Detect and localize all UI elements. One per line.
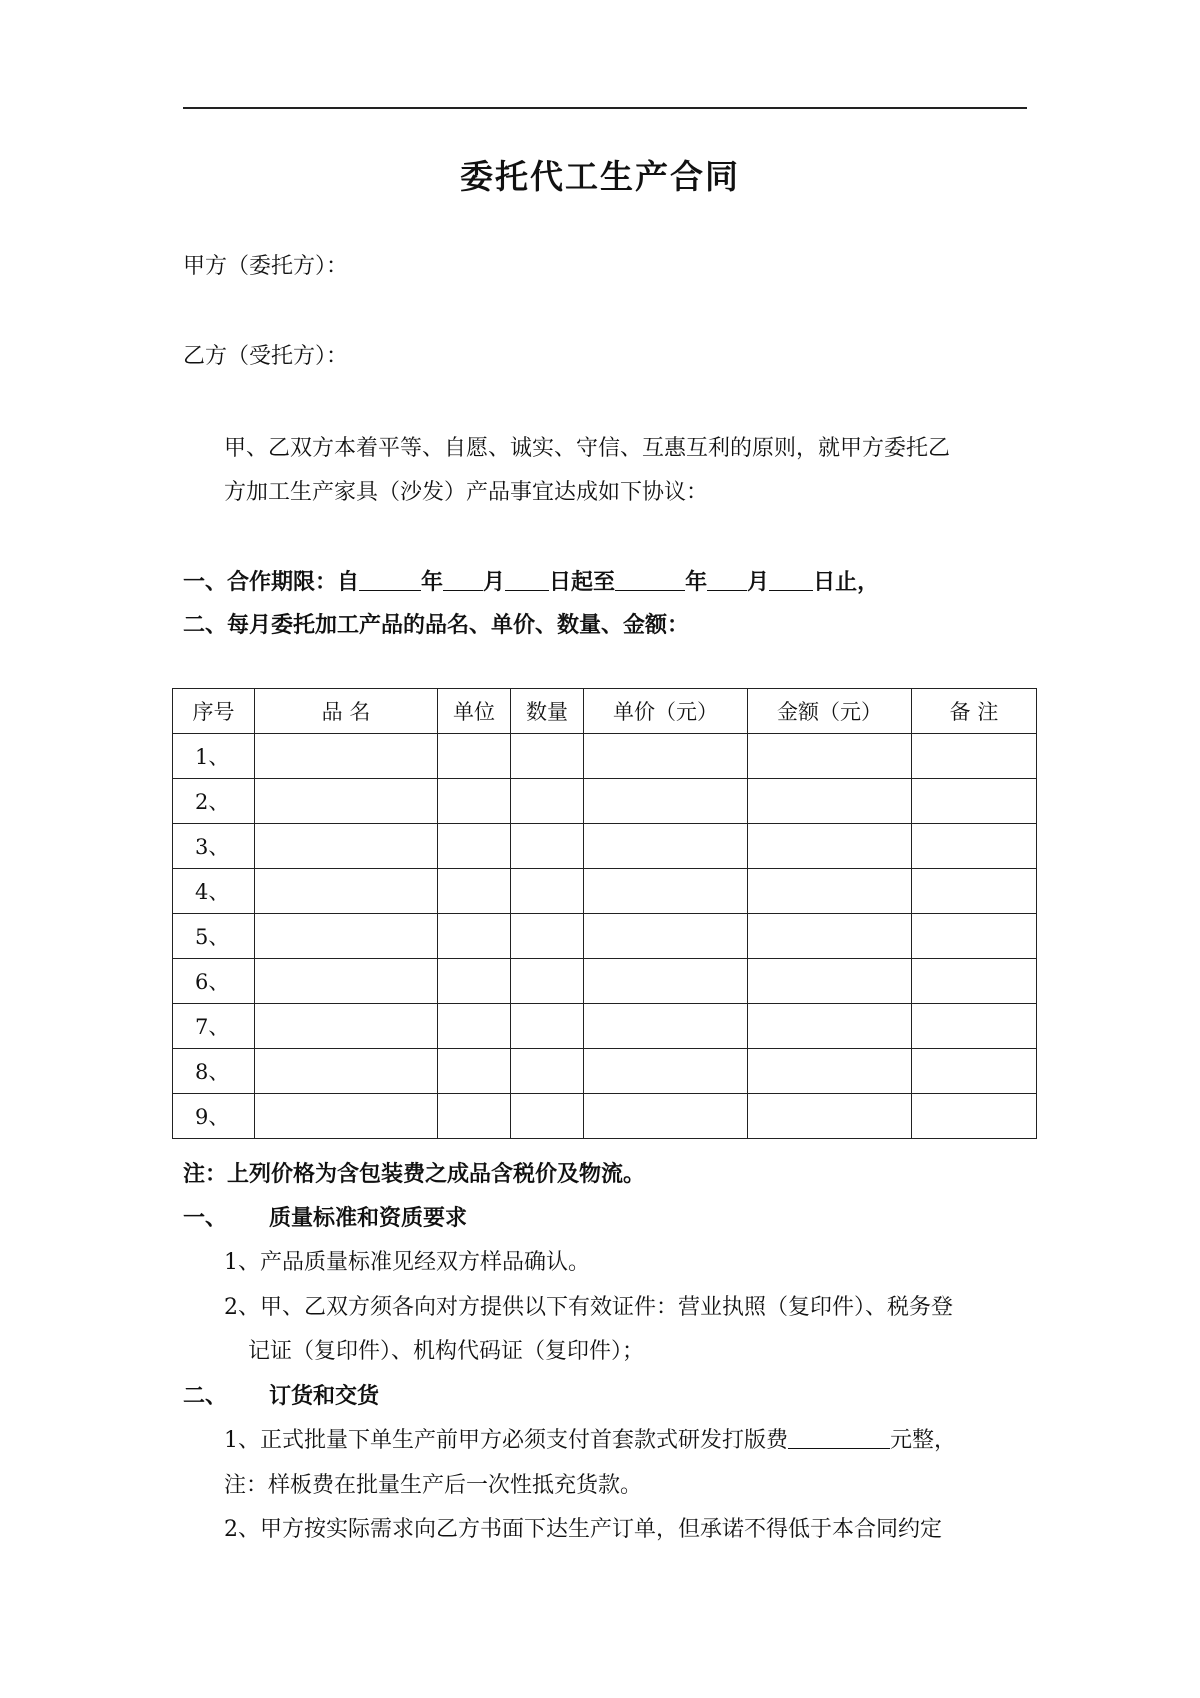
- product-name-cell[interactable]: [255, 734, 438, 779]
- amount-cell[interactable]: [748, 824, 912, 869]
- term-clause: [183, 567, 879, 599]
- unit-cell[interactable]: [438, 1049, 511, 1094]
- row-seq-cell: 7、: [173, 1004, 255, 1049]
- term-month-2: 月: [747, 570, 770, 595]
- quantity-cell[interactable]: [511, 1049, 584, 1094]
- remarks-cell[interactable]: [912, 869, 1037, 914]
- table-row: [173, 824, 1037, 869]
- remarks-cell[interactable]: [912, 1094, 1037, 1139]
- unit-price-cell[interactable]: [584, 824, 748, 869]
- quality-item-2-line-1: 2、甲、乙双方须各向对方提供以下有效证件：营业执照（复印件）、税务登: [224, 1295, 953, 1320]
- amount-cell[interactable]: [748, 734, 912, 779]
- table-row: [173, 1004, 1037, 1049]
- products-table: [172, 688, 1037, 1139]
- quantity-cell[interactable]: [511, 914, 584, 959]
- intro-line-1: 甲、乙双方本着平等、自愿、诚实、守信、互惠互利的原则，就甲方委托乙: [224, 436, 951, 461]
- section-order-title: 订货和交货: [269, 1384, 380, 1409]
- header-remarks: 备 注: [912, 689, 1037, 734]
- intro-line-2: 方加工生产家具（沙发）产品事宜达成如下协议：: [224, 480, 709, 505]
- header-amount: 金额（元）: [748, 689, 912, 734]
- amount-cell[interactable]: [748, 779, 912, 824]
- remarks-cell[interactable]: [912, 1004, 1037, 1049]
- unit-price-cell[interactable]: [584, 1049, 748, 1094]
- amount-cell[interactable]: [748, 1094, 912, 1139]
- section-order-heading: [183, 1381, 379, 1413]
- term-label: 一、合作期限：自: [183, 570, 360, 595]
- order-item-1-line-1: [224, 1425, 956, 1457]
- end-day-blank[interactable]: [769, 568, 813, 591]
- term-day-from: 日起至: [549, 570, 616, 595]
- unit-cell[interactable]: [438, 869, 511, 914]
- remarks-cell[interactable]: [912, 959, 1037, 1004]
- start-month-blank[interactable]: [443, 568, 483, 591]
- header-unit-price: 单价（元）: [584, 689, 748, 734]
- header-unit: 单位: [438, 689, 511, 734]
- table-header-row: [173, 689, 1037, 734]
- header-quantity: 数量: [511, 689, 584, 734]
- term-year-1: 年: [421, 570, 444, 595]
- quantity-cell[interactable]: [511, 1004, 584, 1049]
- unit-cell[interactable]: [438, 824, 511, 869]
- row-seq-cell: 2、: [173, 779, 255, 824]
- quantity-cell[interactable]: [511, 779, 584, 824]
- party-a-label: 甲方（委托方）：: [183, 254, 349, 279]
- table-row: [173, 914, 1037, 959]
- order-item-1-text: 1、正式批量下单生产前甲方必须支付首套款式研发打版费: [224, 1428, 788, 1453]
- section-order-number: 二、: [183, 1384, 228, 1409]
- amount-cell[interactable]: [748, 1004, 912, 1049]
- product-name-cell[interactable]: [255, 1004, 438, 1049]
- product-name-cell[interactable]: [255, 779, 438, 824]
- quantity-cell[interactable]: [511, 959, 584, 1004]
- remarks-cell[interactable]: [912, 1049, 1037, 1094]
- unit-cell[interactable]: [438, 914, 511, 959]
- table-row: [173, 1049, 1037, 1094]
- table-row: [173, 734, 1037, 779]
- product-name-cell[interactable]: [255, 959, 438, 1004]
- end-month-blank[interactable]: [707, 568, 747, 591]
- amount-cell[interactable]: [748, 1049, 912, 1094]
- remarks-cell[interactable]: [912, 824, 1037, 869]
- header-product-name: 品 名: [255, 689, 438, 734]
- contract-title: 委托代工生产合同: [460, 157, 740, 196]
- section-quality-heading: [183, 1203, 467, 1235]
- quantity-cell[interactable]: [511, 734, 584, 779]
- table-row: [173, 1094, 1037, 1139]
- amount-cell[interactable]: [748, 959, 912, 1004]
- amount-cell[interactable]: [748, 869, 912, 914]
- unit-price-cell[interactable]: [584, 734, 748, 779]
- row-seq-cell: 6、: [173, 959, 255, 1004]
- term-year-2: 年: [685, 570, 708, 595]
- section-quality-title: 质量标准和资质要求: [269, 1206, 468, 1231]
- row-seq-cell: 5、: [173, 914, 255, 959]
- table-row: [173, 869, 1037, 914]
- row-seq-cell: 3、: [173, 824, 255, 869]
- table-row: [173, 779, 1037, 824]
- unit-price-cell[interactable]: [584, 779, 748, 824]
- products-heading: 二、每月委托加工产品的品名、单价、数量、金额：: [183, 613, 690, 638]
- quality-item-1: 1、产品质量标准见经双方样品确认。: [224, 1250, 590, 1275]
- row-seq-cell: 9、: [173, 1094, 255, 1139]
- order-item-2-line-1: 2、甲方按实际需求向乙方书面下达生产订单，但承诺不得低于本合同约定: [224, 1517, 942, 1542]
- row-seq-cell: 4、: [173, 869, 255, 914]
- remarks-cell[interactable]: [912, 914, 1037, 959]
- unit-cell[interactable]: [438, 959, 511, 1004]
- product-name-cell[interactable]: [255, 1094, 438, 1139]
- unit-price-cell[interactable]: [584, 914, 748, 959]
- unit-cell[interactable]: [438, 1094, 511, 1139]
- unit-price-cell[interactable]: [584, 1004, 748, 1049]
- price-note: 注：上列价格为含包装费之成品含税价及物流。: [183, 1162, 646, 1187]
- row-seq-cell: 1、: [173, 734, 255, 779]
- end-year-blank[interactable]: [615, 568, 685, 591]
- quantity-cell[interactable]: [511, 824, 584, 869]
- unit-cell[interactable]: [438, 779, 511, 824]
- start-year-blank[interactable]: [359, 568, 421, 591]
- unit-price-cell[interactable]: [584, 959, 748, 1004]
- term-month-1: 月: [483, 570, 506, 595]
- unit-cell[interactable]: [438, 1004, 511, 1049]
- remarks-cell[interactable]: [912, 779, 1037, 824]
- unit-cell[interactable]: [438, 734, 511, 779]
- quantity-cell[interactable]: [511, 869, 584, 914]
- quantity-cell[interactable]: [511, 1094, 584, 1139]
- table-row: [173, 959, 1037, 1004]
- row-seq-cell: 8、: [173, 1049, 255, 1094]
- quality-item-2-line-2: 记证（复印件）、机构代码证（复印件）；: [248, 1339, 645, 1364]
- product-name-cell[interactable]: [255, 914, 438, 959]
- party-b-label: 乙方（受托方）：: [183, 344, 349, 369]
- product-name-cell[interactable]: [255, 1049, 438, 1094]
- term-day-to: 日止，: [813, 570, 880, 595]
- sample-fee-blank[interactable]: [788, 1426, 890, 1449]
- header-rule: [183, 107, 1027, 109]
- unit-price-cell[interactable]: [584, 1094, 748, 1139]
- product-name-cell[interactable]: [255, 869, 438, 914]
- section-quality-number: 一、: [183, 1206, 228, 1231]
- unit-price-cell[interactable]: [584, 869, 748, 914]
- order-item-1-line-2: 注：样板费在批量生产后一次性抵充货款。: [224, 1473, 643, 1498]
- remarks-cell[interactable]: [912, 734, 1037, 779]
- product-name-cell[interactable]: [255, 824, 438, 869]
- header-seq: 序号: [173, 689, 255, 734]
- amount-cell[interactable]: [748, 914, 912, 959]
- order-item-1-suffix: 元整，: [890, 1428, 957, 1453]
- start-day-blank[interactable]: [505, 568, 549, 591]
